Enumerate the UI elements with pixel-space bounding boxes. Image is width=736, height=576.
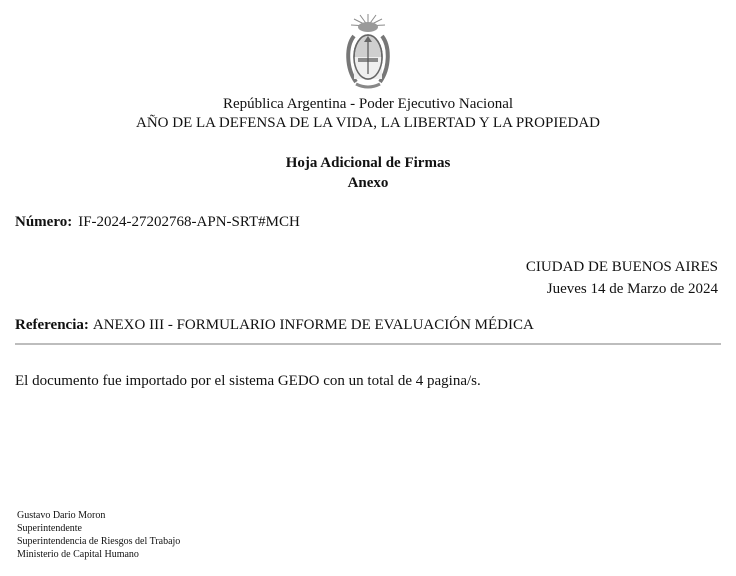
reference-value: ANEXO III - FORMULARIO INFORME DE EVALUACIÓN MÉDICA	[92, 317, 534, 333]
document-number-label: Número:	[15, 214, 73, 230]
document-number-value: IF-2024-27202768-APN-SRT#MCH	[78, 214, 300, 230]
location-date-block	[526, 256, 718, 300]
document-title: Hoja Adicional de Firmas	[285, 155, 451, 171]
divider	[15, 343, 721, 345]
date: Jueves 14 de Marzo de 2024	[546, 281, 718, 297]
reference-label: Referencia:	[15, 317, 89, 333]
signer-ministry: Ministerio de Capital Humano	[17, 549, 139, 560]
header-year-motto: AÑO DE LA DEFENSA DE LA VIDA, LA LIBERTAD Y LA PROPIEDAD	[135, 115, 600, 131]
header-country: República Argentina - Poder Ejecutivo Nacional	[222, 96, 514, 112]
document-subtitle: Anexo	[347, 175, 389, 191]
signer-role: Superintendente	[17, 523, 82, 534]
reference	[15, 317, 534, 334]
signer-organization: Superintendencia de Riesgos del Trabajo	[17, 536, 181, 547]
signer-name: Gustavo Dario Moron	[17, 510, 106, 521]
city: CIUDAD DE BUENOS AIRES	[525, 259, 718, 275]
signature-block	[17, 509, 180, 561]
coat-of-arms-icon	[340, 12, 396, 96]
document-number	[15, 214, 300, 231]
body-text: El documento fue importado por el sistema GEDO con un total de 4 pagina/s.	[15, 373, 481, 389]
